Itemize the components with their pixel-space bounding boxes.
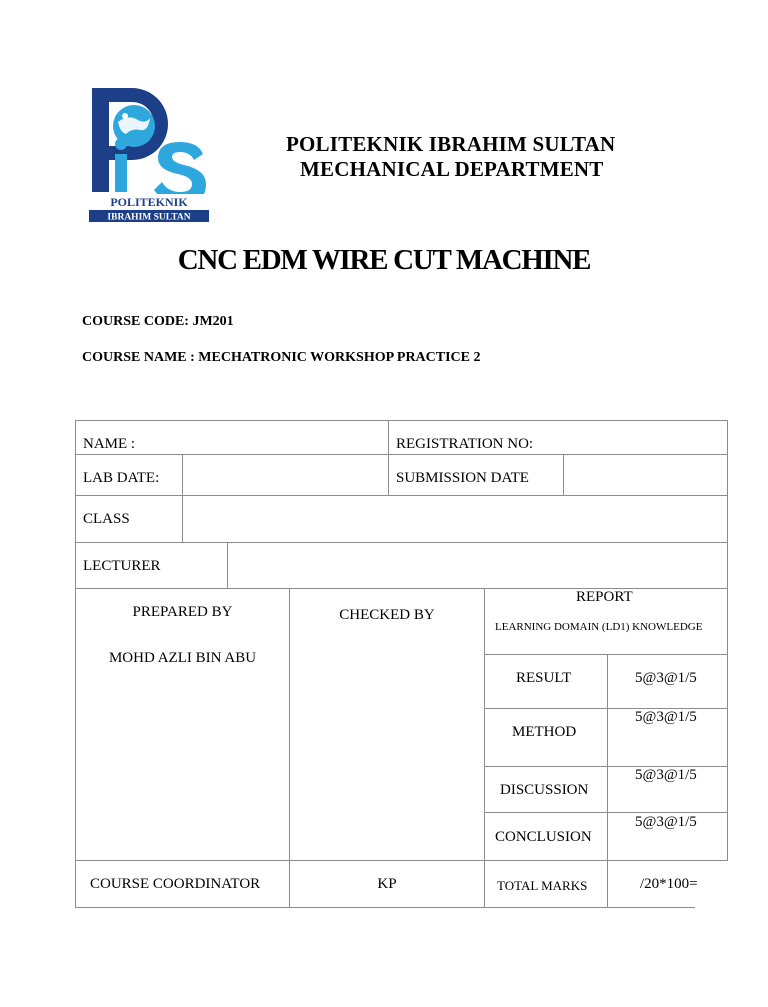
criteria-label-conclusion: CONCLUSION (495, 829, 592, 845)
criteria-score-result: 5@3@1/5 (635, 670, 697, 686)
name-label: NAME : (83, 436, 136, 452)
checked-by-label: CHECKED BY (339, 607, 435, 623)
class-field[interactable] (186, 499, 724, 539)
department-name: MECHANICAL DEPARTMENT (300, 157, 604, 181)
total-marks-value: /20*100= (640, 876, 698, 892)
report-label: REPORT (576, 589, 633, 605)
criteria-label-method: METHOD (512, 724, 577, 740)
document-title: CNC EDM WIRE CUT MACHINE (177, 244, 591, 276)
criteria-score-method: 5@3@1/5 (635, 709, 697, 725)
total-marks-label: TOTAL MARKS (497, 878, 588, 893)
submission-date-field[interactable] (566, 458, 724, 492)
criteria-label-result: RESULT (516, 670, 572, 686)
course-code: COURSE CODE: JM201 (82, 314, 234, 329)
registration-label: REGISTRATION NO: (396, 436, 534, 452)
course-name: COURSE NAME : MECHATRONIC WORKSHOP PRACTICE 2 (82, 350, 481, 365)
name-field[interactable] (150, 424, 380, 452)
criteria-score-discussion: 5@3@1/5 (635, 767, 697, 783)
prepared-by-label: PREPARED BY (132, 604, 233, 620)
prepared-by-value: MOHD AZLI BIN ABU (108, 650, 257, 666)
lab-date-field[interactable] (186, 458, 384, 492)
kp-label: KP (377, 876, 397, 892)
criteria-score-conclusion: 5@3@1/5 (635, 814, 697, 830)
institution-logo (88, 84, 210, 224)
learning-domain-label: LEARNING DOMAIN (LD1) KNOWLEDGE (495, 621, 703, 633)
lecturer-label: LECTURER (83, 558, 161, 574)
institution-name: POLITEKNIK IBRAHIM SULTAN (286, 132, 616, 156)
logo-graphic (88, 84, 210, 224)
logo-line1: POLITEKNIK (110, 195, 188, 209)
criteria-label-discussion: DISCUSSION (500, 782, 589, 798)
lecturer-field[interactable] (231, 546, 724, 585)
submission-date-label: SUBMISSION DATE (396, 470, 529, 486)
lab-date-label: LAB DATE: (83, 470, 160, 486)
class-label: CLASS (83, 511, 130, 527)
logo-line2: IBRAHIM SULTAN (107, 212, 191, 223)
registration-field[interactable] (560, 424, 724, 452)
course-coordinator-label: COURSE COORDINATOR (90, 876, 261, 892)
